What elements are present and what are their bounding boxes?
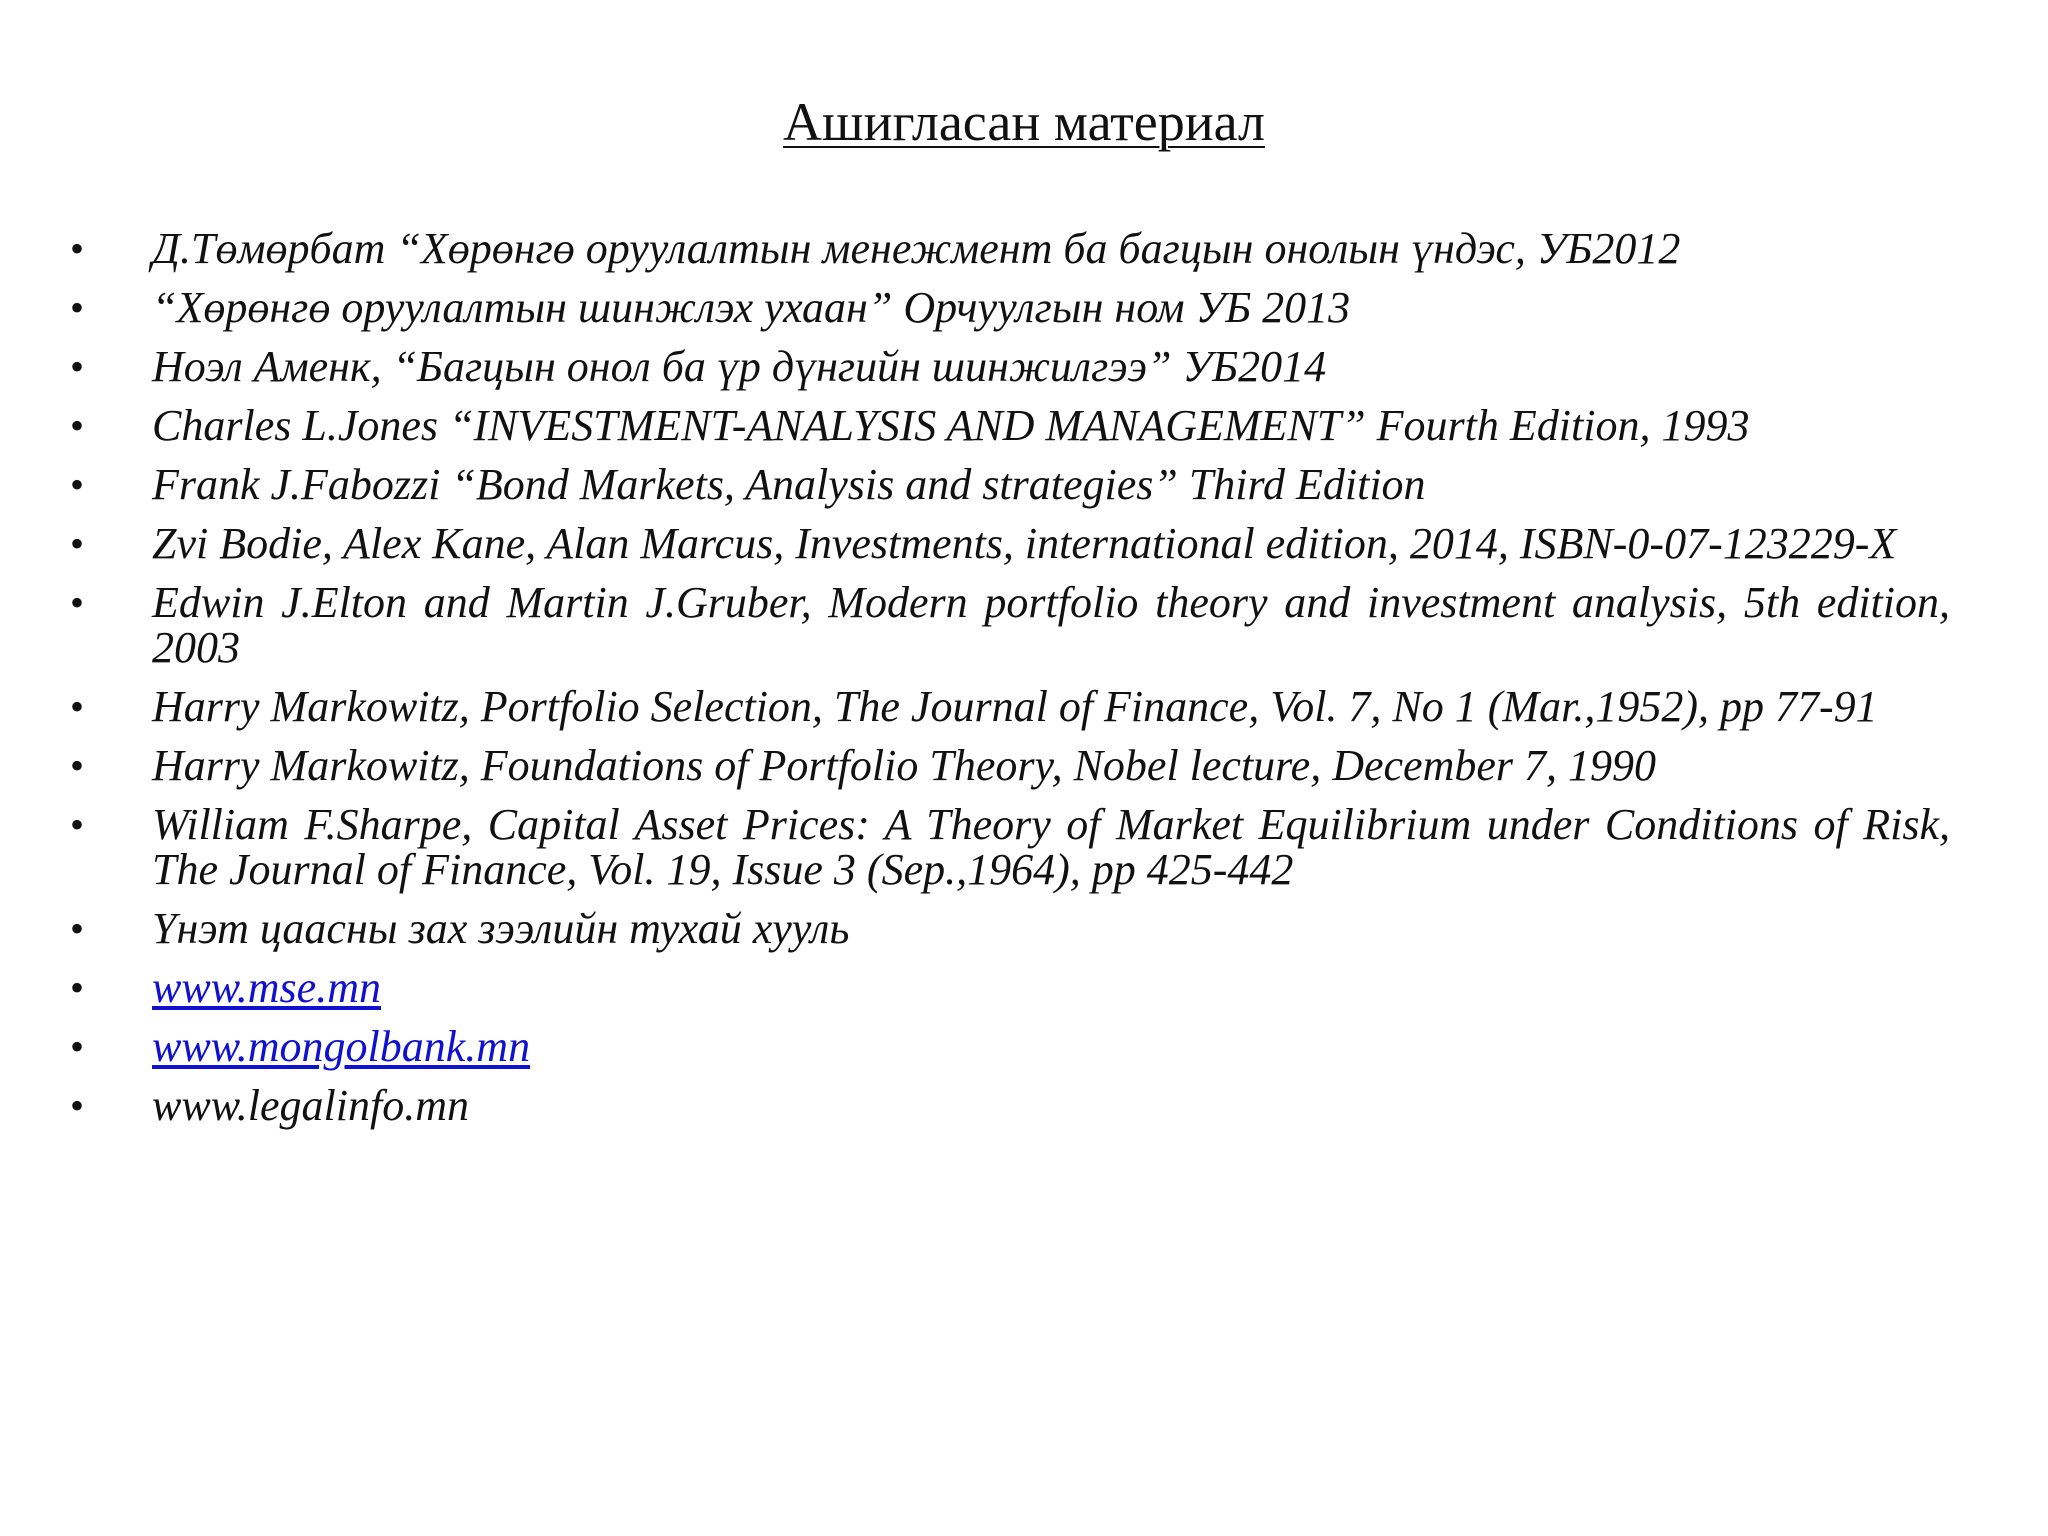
reference-item (70, 802, 1950, 892)
reference-text: Frank J.Fabozzi “Bond Markets, Analysis and strategies” Third Edition (152, 460, 1426, 509)
bullet-icon: • (70, 906, 85, 951)
bullet-icon: • (70, 1024, 85, 1069)
reference-text: Zvi Bodie, Alex Kane, Alan Marcus, Investments, international edition, 2014, ISBN-0-07-123229-X (152, 519, 1897, 568)
reference-item (70, 521, 1950, 566)
reference-item (70, 743, 1950, 788)
reference-item (70, 684, 1950, 729)
bullet-icon: • (70, 226, 85, 271)
bullet-icon: • (70, 743, 85, 788)
bullet-icon: • (70, 684, 85, 729)
page-title (0, 90, 2048, 154)
reference-text: Charles L.Jones “INVESTMENT-ANALYSIS AND MANAGEMENT” Fourth Edition, 1993 (152, 401, 1750, 450)
reference-text: Ноэл Аменк, “Багцын онол ба үр дүнгийн шинжилгээ” УБ2014 (152, 342, 1327, 391)
reference-item (70, 344, 1950, 389)
mse-link[interactable]: www.mse.mn (152, 963, 381, 1012)
legalinfo-text: www.legalinfo.mn (152, 1081, 469, 1130)
reference-text: Edwin J.Elton and Martin J.Gruber, Modern portfolio theory and investment analysis, 5th edition, 2003 (152, 578, 1950, 672)
mongolbank-link[interactable]: www.mongolbank.mn (152, 1022, 531, 1071)
reference-item (70, 1024, 1950, 1069)
bullet-icon: • (70, 802, 85, 847)
reference-list (70, 226, 1950, 1142)
reference-text: “Хөрөнгө оруулалтын шинжлэх ухаан” Орчуулгын ном УБ 2013 (152, 283, 1351, 332)
reference-item (70, 285, 1950, 330)
reference-item (70, 403, 1950, 448)
bullet-icon: • (70, 521, 85, 566)
bullet-icon: • (70, 580, 85, 625)
reference-text: Үнэт цаасны зах зээлийн тухай хууль (152, 904, 850, 953)
reference-item (70, 462, 1950, 507)
bullet-icon: • (70, 965, 85, 1010)
reference-item (70, 580, 1950, 670)
reference-text: Harry Markowitz, Portfolio Selection, The Journal of Finance, Vol. 7, No 1 (Mar.,1952), pp 77-91 (152, 682, 1878, 731)
reference-item (70, 1083, 1950, 1128)
reference-item (70, 906, 1950, 951)
reference-text: William F.Sharpe, Capital Asset Prices: A Theory of Market Equilibrium under Conditions of Risk, The Journal of Finance, Vol. 19, Issue 3 (Sep.,1964), pp 425-442 (152, 800, 1950, 894)
bullet-icon: • (70, 1083, 85, 1128)
reference-text: Harry Markowitz, Foundations of Portfolio Theory, Nobel lecture, December 7, 1990 (152, 741, 1656, 790)
bullet-icon: • (70, 285, 85, 330)
bullet-icon: • (70, 403, 85, 448)
reference-item (70, 226, 1950, 271)
reference-item (70, 965, 1950, 1010)
reference-text: Д.Төмөрбат “Хөрөнгө оруулалтын менежмент ба багцын онолын үндэс, УБ2012 (152, 224, 1681, 273)
bullet-icon: • (70, 344, 85, 389)
bullet-icon: • (70, 462, 85, 507)
page-title-text: Ашигласан материал (782, 92, 1266, 152)
